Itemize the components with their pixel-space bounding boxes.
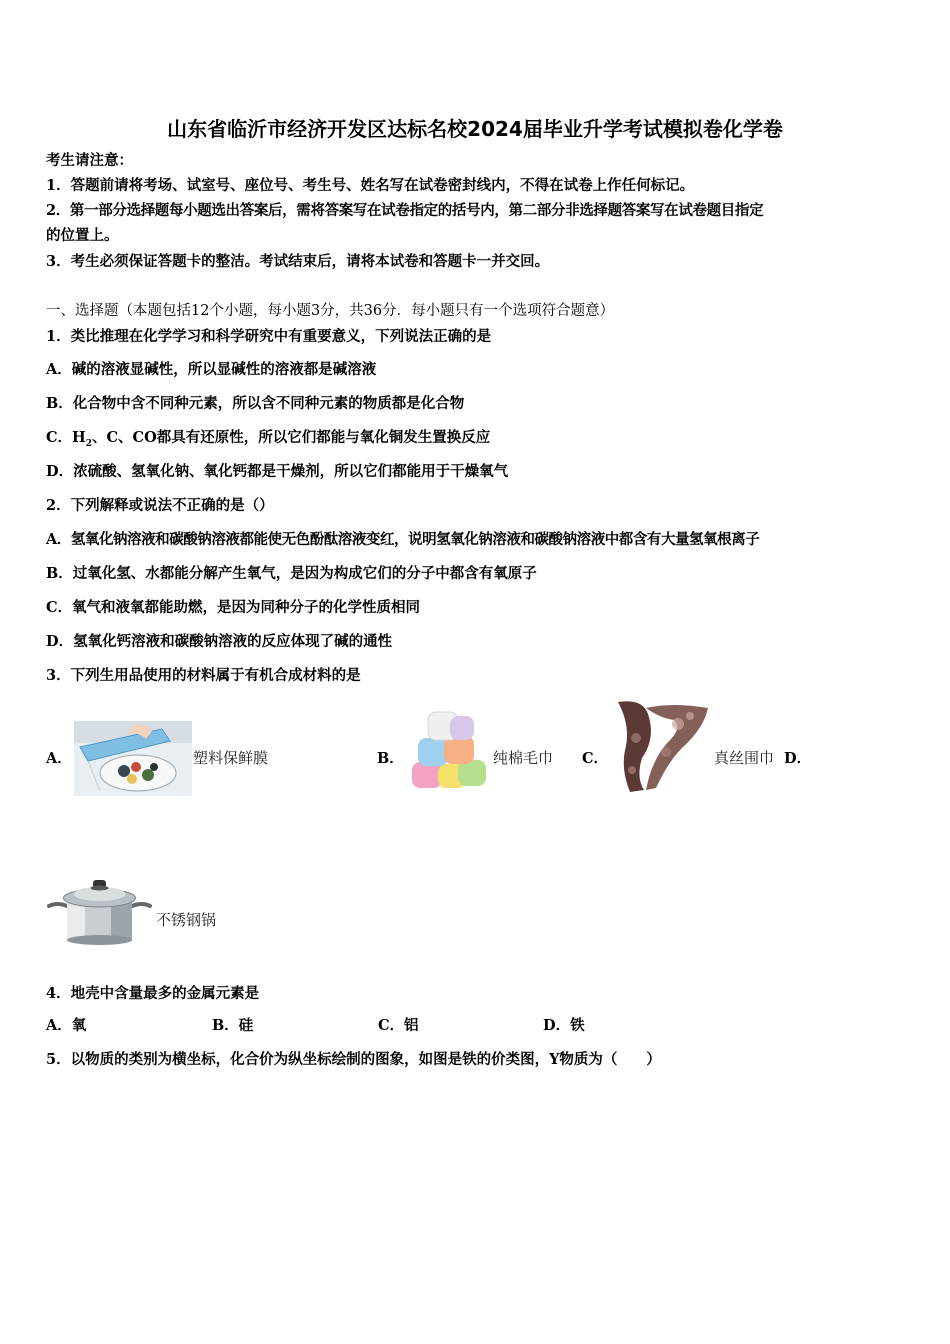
q1-option-b: B．化合物中含不同种元素，所以含不同种元素的物质都是化合物 [46,395,465,412]
q1-option-c [46,428,490,454]
silk-scarf-image [612,698,712,794]
q4-option-a: A．氧 [46,1017,87,1034]
notice-item-2: 2．第一部分选择题每小题选出答案后，需将答案写在试卷指定的括号内，第二部分非选择题答案写在试卷题目指定 [46,202,764,219]
notice-item-1: 1．答题前请将考场、试室号、座位号、考生号、姓名写在试卷密封线内，不得在试卷上作任何标记。 [46,177,695,194]
cotton-towels-image [408,704,490,792]
q3-option-d-caption: 不锈钢锅 [156,911,217,929]
q5-stem: 5．以物质的类别为横坐标，化合价为纵坐标绘制的图象，如图是铁的价类图，Y物质为（ ） [46,1051,661,1068]
q2-option-a: A．氢氧化钠溶液和碳酸钠溶液都能使无色酚酞溶液变红，说明氢氧化钠溶液和碳酸钠溶液中都含有大量氢氧根离子 [46,531,760,548]
q1-option-d: D．浓硫酸、氢氧化钠、氧化钙都是干燥剂，所以它们都能用于干燥氧气 [46,463,509,480]
q2-option-c: C．氧气和液氧都能助燃，是因为同种分子的化学性质相同 [46,599,421,616]
q3-option-b-caption: 纯棉毛巾 [493,749,554,767]
plastic-wrap-image [74,721,192,796]
q3-option-a-label: A． [46,750,72,767]
q1-option-c-rest: 、C、CO都具有还原性，所以它们都能与氧化铜发生置换反应 [92,429,491,446]
page-title: 山东省临沂市经济开发区达标名校2024届毕业升学考试模拟卷化学卷 [167,117,783,141]
q3-option-c-label: C． [582,750,609,767]
q3-option-c-caption: 真丝围巾 [714,749,775,767]
q2-stem: 2．下列解释或说法不正确的是（） [46,497,274,514]
q1-option-c-prefix: C．H [46,429,86,446]
q4-option-b: B．硅 [212,1017,254,1034]
section-heading: 一、选择题（本题包括12个小题，每小题3分，共36分．每小题只有一个选项符合题意） [46,303,615,319]
q4-option-c: C．铝 [378,1017,419,1034]
q1-stem: 1．类比推理在化学学习和科学研究中有重要意义，下列说法正确的是 [46,328,492,345]
q3-option-d-label: D． [784,750,812,767]
notice-item-3: 3．考生必须保证答题卡的整洁。考试结束后，请将本试卷和答题卡一并交回。 [46,253,550,270]
q1-option-a: A．碱的溶液显碱性，所以显碱性的溶液都是碱溶液 [46,361,377,378]
q2-option-d: D．氢氧化钙溶液和碳酸钠溶液的反应体现了碱的通性 [46,633,393,650]
q4-stem: 4．地壳中含量最多的金属元素是 [46,985,260,1002]
q3-option-b-label: B． [377,750,404,767]
q3-stem: 3．下列生用品使用的材料属于有机合成材料的是 [46,667,361,684]
notice-heading: 考生请注意： [46,152,133,169]
q1-option-c-subscript: 2 [85,438,93,449]
q4-option-d: D．铁 [543,1017,585,1034]
stainless-pot-image [47,872,152,946]
q2-option-b: B．过氧化氢、水都能分解产生氧气，是因为构成它们的分子中都含有氧原子 [46,565,537,582]
q3-option-a-caption: 塑料保鲜膜 [193,749,269,767]
notice-item-2-cont: 的位置上。 [46,227,119,244]
